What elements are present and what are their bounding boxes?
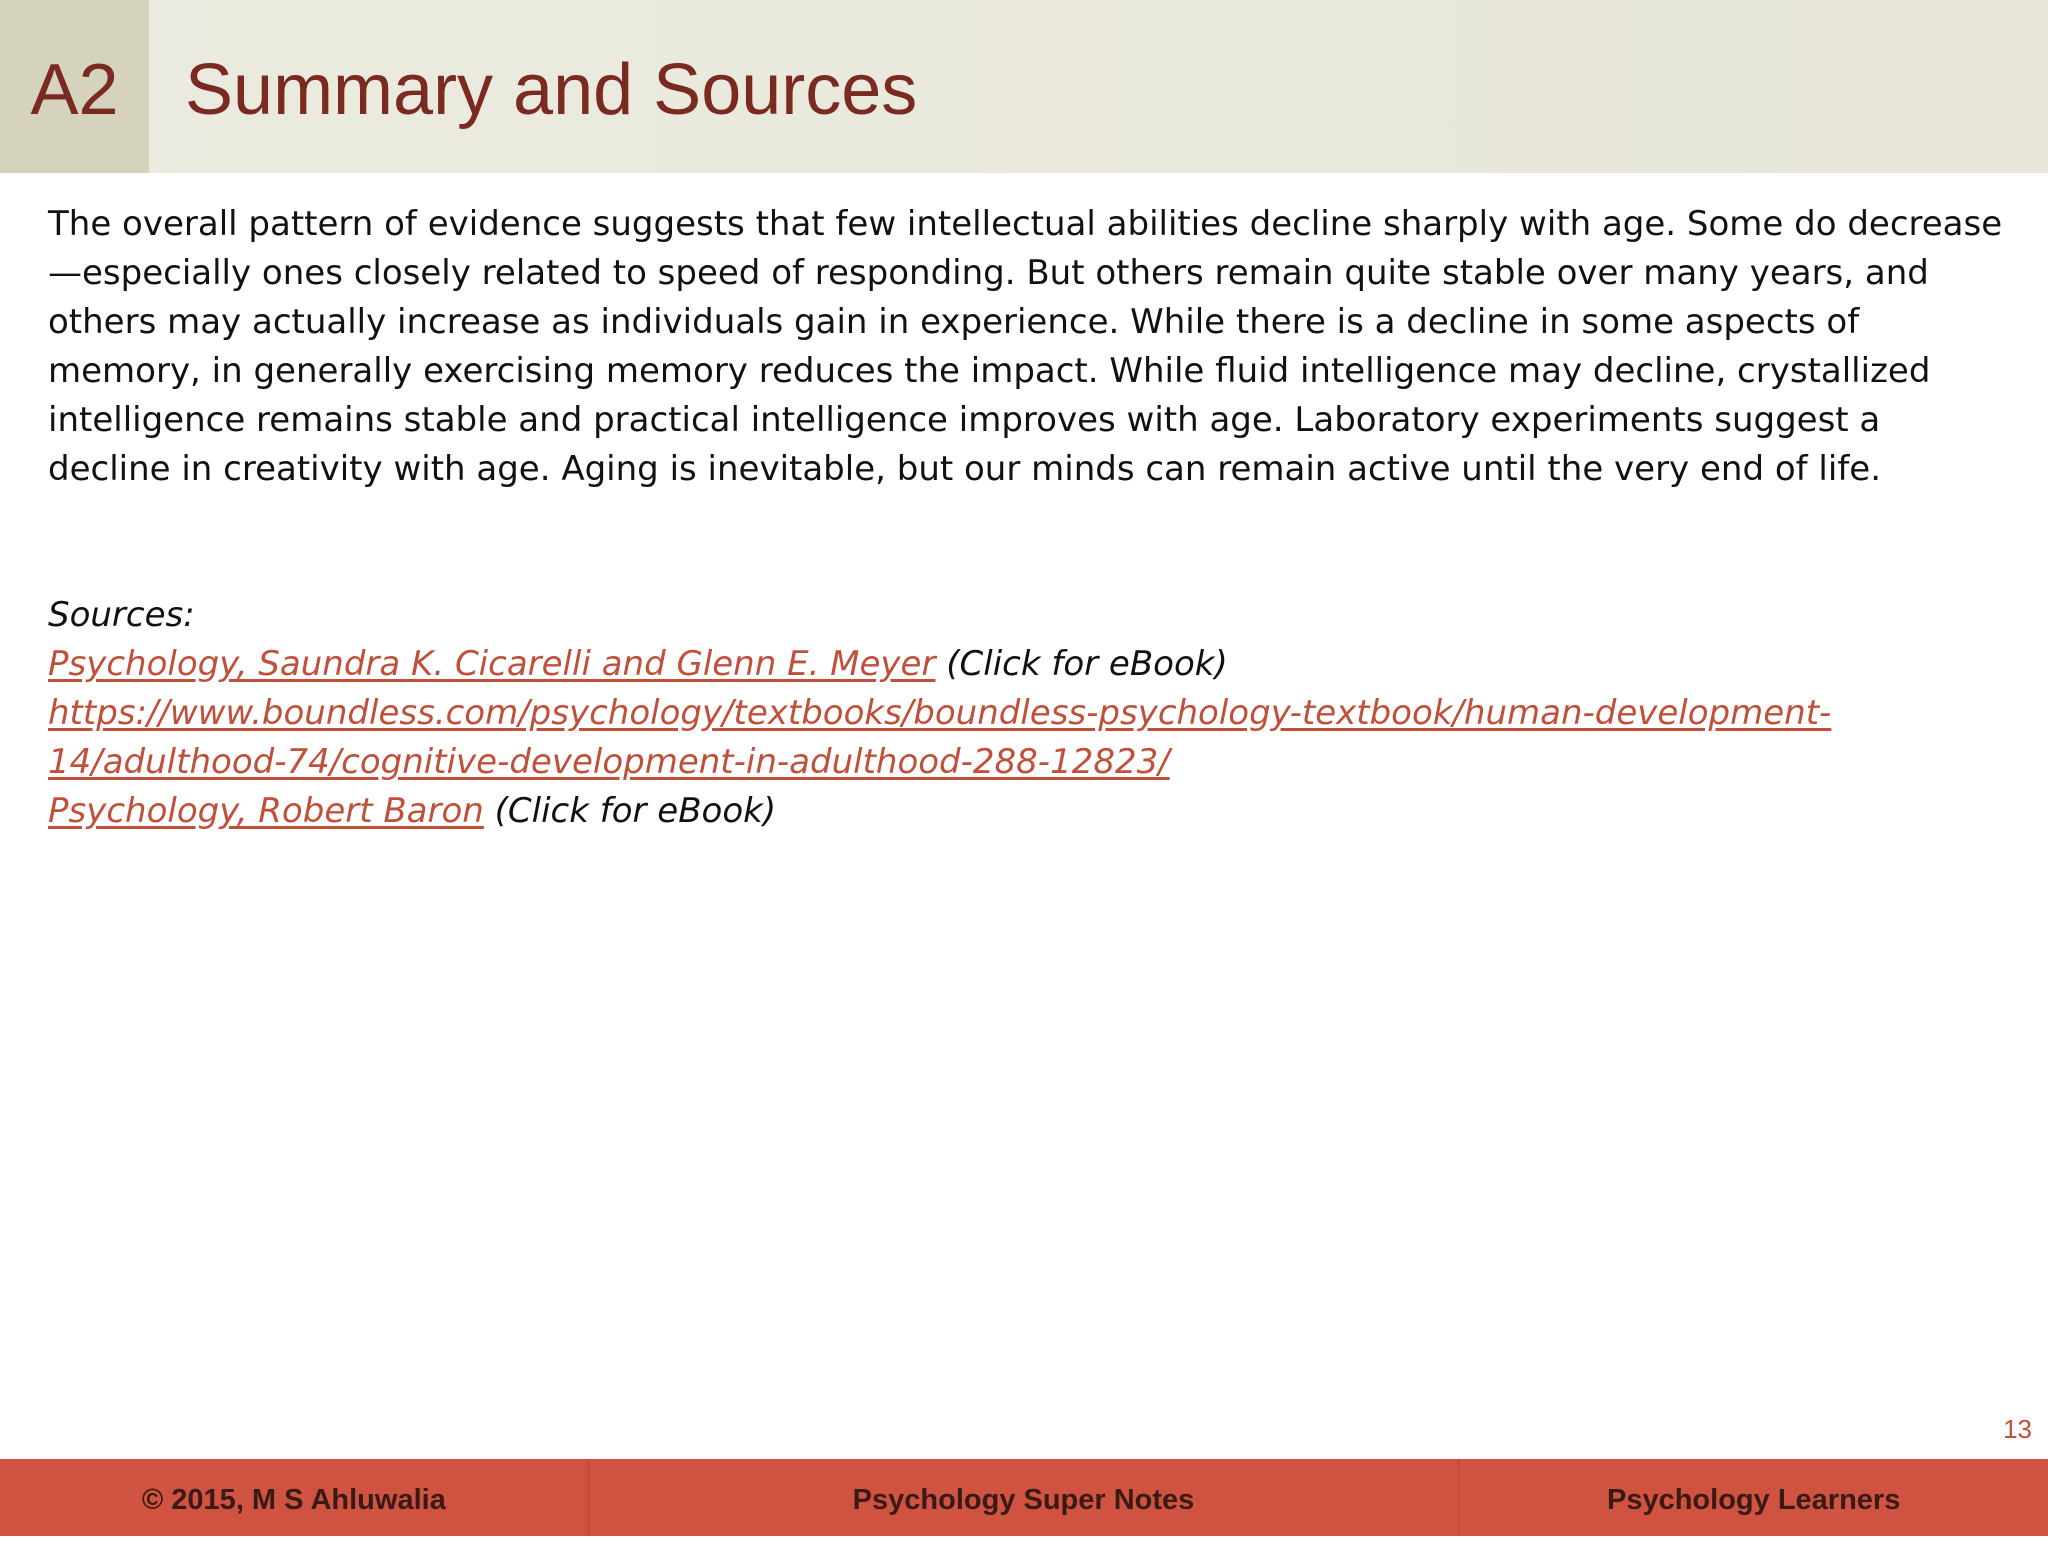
source-item xyxy=(48,738,1988,787)
source-item xyxy=(48,640,1988,689)
section-code: A2 xyxy=(30,50,119,130)
source-item xyxy=(48,689,1988,738)
slide-header xyxy=(0,0,2048,173)
sources-label: Sources: xyxy=(48,595,195,635)
sources-section xyxy=(48,591,1988,836)
section-code-box xyxy=(0,0,149,173)
source-link-boundless-part2[interactable]: 14/adulthood-74/cognitive-development-in-adulthood-288-12823/ xyxy=(48,742,1170,782)
slide-footer xyxy=(0,1459,2048,1536)
summary-paragraph: The overall pattern of evidence suggests that few intellectual abilities decline sharply with age. Some do decrease—especially ones closely related to speed of responding. But others remain quite stable over many years, and others may actually increase as individuals gain in experience. While there is a decline in some aspects of memory, in generally exercising memory reduces the impact. While fluid intelligence may decline, crystallized intelligence remains stable and practical intelligence improves with age. Laboratory experiments suggest a decline in creativity with age. Aging is inevitable, but our minds can remain active until the very end of life. xyxy=(48,204,2003,489)
source-note: (Click for eBook) xyxy=(483,791,777,831)
footer-copyright: © 2015, M S Ahluwalia xyxy=(0,1459,589,1536)
footer-publisher: Psychology Learners xyxy=(1606,1484,1901,1516)
slide-title: Summary and Sources xyxy=(185,50,918,130)
source-link-boundless-part1[interactable]: https://www.boundless.com/psychology/textbooks/boundless-psychology-textbook/human-development- xyxy=(48,693,1832,733)
footer-series-name: Psychology Super Notes xyxy=(589,1459,1460,1536)
source-note: (Click for eBook) xyxy=(935,644,1228,684)
page-number: 13 xyxy=(2003,1414,2032,1444)
source-link-cicarelli[interactable]: Psychology, Saundra K. Cicarelli and Glenn E. Meyer xyxy=(48,644,936,684)
source-item xyxy=(48,787,1988,836)
source-link-baron[interactable]: Psychology, Robert Baron xyxy=(48,791,484,831)
